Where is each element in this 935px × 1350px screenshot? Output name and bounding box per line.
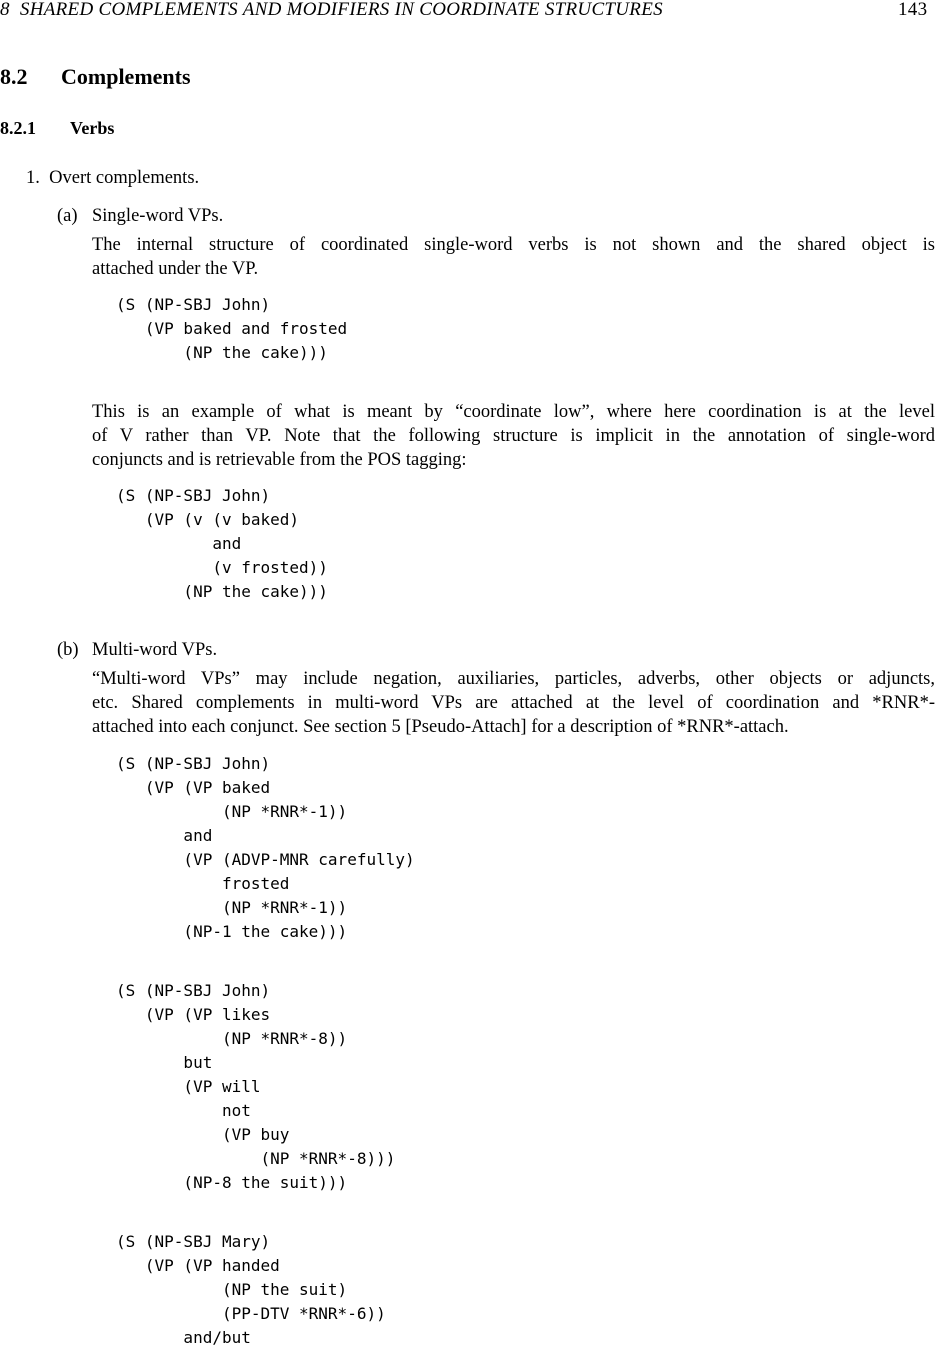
item-a-paragraph-2 bbox=[92, 400, 935, 472]
code-line: (NP *RNR*-8))) bbox=[116, 1149, 396, 1168]
code-line: (NP *RNR*-1)) bbox=[116, 898, 348, 917]
page-number: 143 bbox=[898, 0, 928, 20]
item-b-code-example-3 bbox=[116, 1230, 386, 1350]
section-title: Complements bbox=[61, 64, 191, 89]
paragraph-line: conjuncts and is retrievable from the POS tagging: bbox=[92, 450, 467, 470]
code-line: (VP buy bbox=[116, 1125, 290, 1144]
paragraph-line: attached under the VP. bbox=[92, 259, 259, 279]
code-line: not bbox=[116, 1101, 251, 1120]
code-line: (VP will bbox=[116, 1077, 261, 1096]
paragraph-line: attached into each conjunct. See section 5 [Pseudo-Attach] for a description of *RNR*-attach. bbox=[92, 717, 789, 737]
code-line: (S (NP-SBJ John) bbox=[116, 295, 271, 314]
code-line: (PP-DTV *RNR*-6)) bbox=[116, 1304, 386, 1323]
item-a-marker: (a) bbox=[57, 206, 78, 226]
code-line: (NP-1 the cake))) bbox=[116, 922, 348, 941]
code-line: frosted bbox=[116, 874, 290, 893]
code-line: (S (NP-SBJ Mary) bbox=[116, 1232, 271, 1251]
code-line: and/but bbox=[116, 1328, 251, 1347]
code-line: (VP (VP handed bbox=[116, 1256, 280, 1275]
code-line: and bbox=[116, 534, 242, 553]
list-item-overt-complements: 1. Overt complements. bbox=[26, 168, 200, 188]
code-line: (VP baked and frosted bbox=[116, 319, 348, 338]
code-line: (v frosted)) bbox=[116, 558, 328, 577]
item-a-code-example-1 bbox=[116, 293, 347, 365]
code-line: (NP *RNR*-8)) bbox=[116, 1029, 348, 1048]
code-line: (S (NP-SBJ John) bbox=[116, 486, 271, 505]
running-header-title: 8 SHARED COMPLEMENTS AND MODIFIERS IN COORDINATE STRUCTURES bbox=[0, 0, 663, 20]
code-line: and bbox=[116, 826, 213, 845]
item-b-title: Multi-word VPs. bbox=[92, 640, 218, 660]
item-b-marker: (b) bbox=[57, 640, 79, 660]
code-line: (S (NP-SBJ John) bbox=[116, 754, 271, 773]
item-b-code-example-1 bbox=[116, 752, 415, 944]
code-line: (NP the suit) bbox=[116, 1280, 348, 1299]
code-line: (S (NP-SBJ John) bbox=[116, 981, 271, 1000]
code-line: (VP (ADVP-MNR carefully) bbox=[116, 850, 415, 869]
item-a-title: Single-word VPs. bbox=[92, 206, 224, 226]
item-b-paragraph-1 bbox=[92, 667, 935, 739]
item-a-paragraph-1 bbox=[92, 233, 935, 281]
paragraph-line: of V rather than VP. Note that the following structure is implicit in the annotation of single-word bbox=[92, 426, 935, 446]
paragraph-line: This is an example of what is meant by “coordinate low”, where here coordination is at the level bbox=[92, 402, 935, 422]
item-b-code-example-2 bbox=[116, 979, 395, 1195]
item-a-code-example-2 bbox=[116, 484, 328, 604]
code-line: (NP the cake))) bbox=[116, 582, 328, 601]
code-line: (VP (VP likes bbox=[116, 1005, 271, 1024]
paragraph-line: etc. Shared complements in multi-word VPs are attached at the level of coordination and *RNR*- bbox=[92, 693, 935, 713]
paragraph-line: The internal structure of coordinated single-word verbs is not shown and the shared object is bbox=[92, 235, 935, 255]
subsection-number: 8.2.1 bbox=[0, 118, 36, 138]
code-line: (VP (VP baked bbox=[116, 778, 271, 797]
paragraph-line: “Multi-word VPs” may include negation, auxiliaries, particles, adverbs, other objects or adjuncts, bbox=[92, 669, 935, 689]
section-number: 8.2 bbox=[0, 64, 28, 89]
code-line: (NP the cake))) bbox=[116, 343, 328, 362]
code-line: (NP-8 the suit))) bbox=[116, 1173, 348, 1192]
code-line: but bbox=[116, 1053, 213, 1072]
code-line: (VP (v (v baked) bbox=[116, 510, 300, 529]
code-line: (NP *RNR*-1)) bbox=[116, 802, 348, 821]
subsection-title: Verbs bbox=[70, 118, 115, 138]
